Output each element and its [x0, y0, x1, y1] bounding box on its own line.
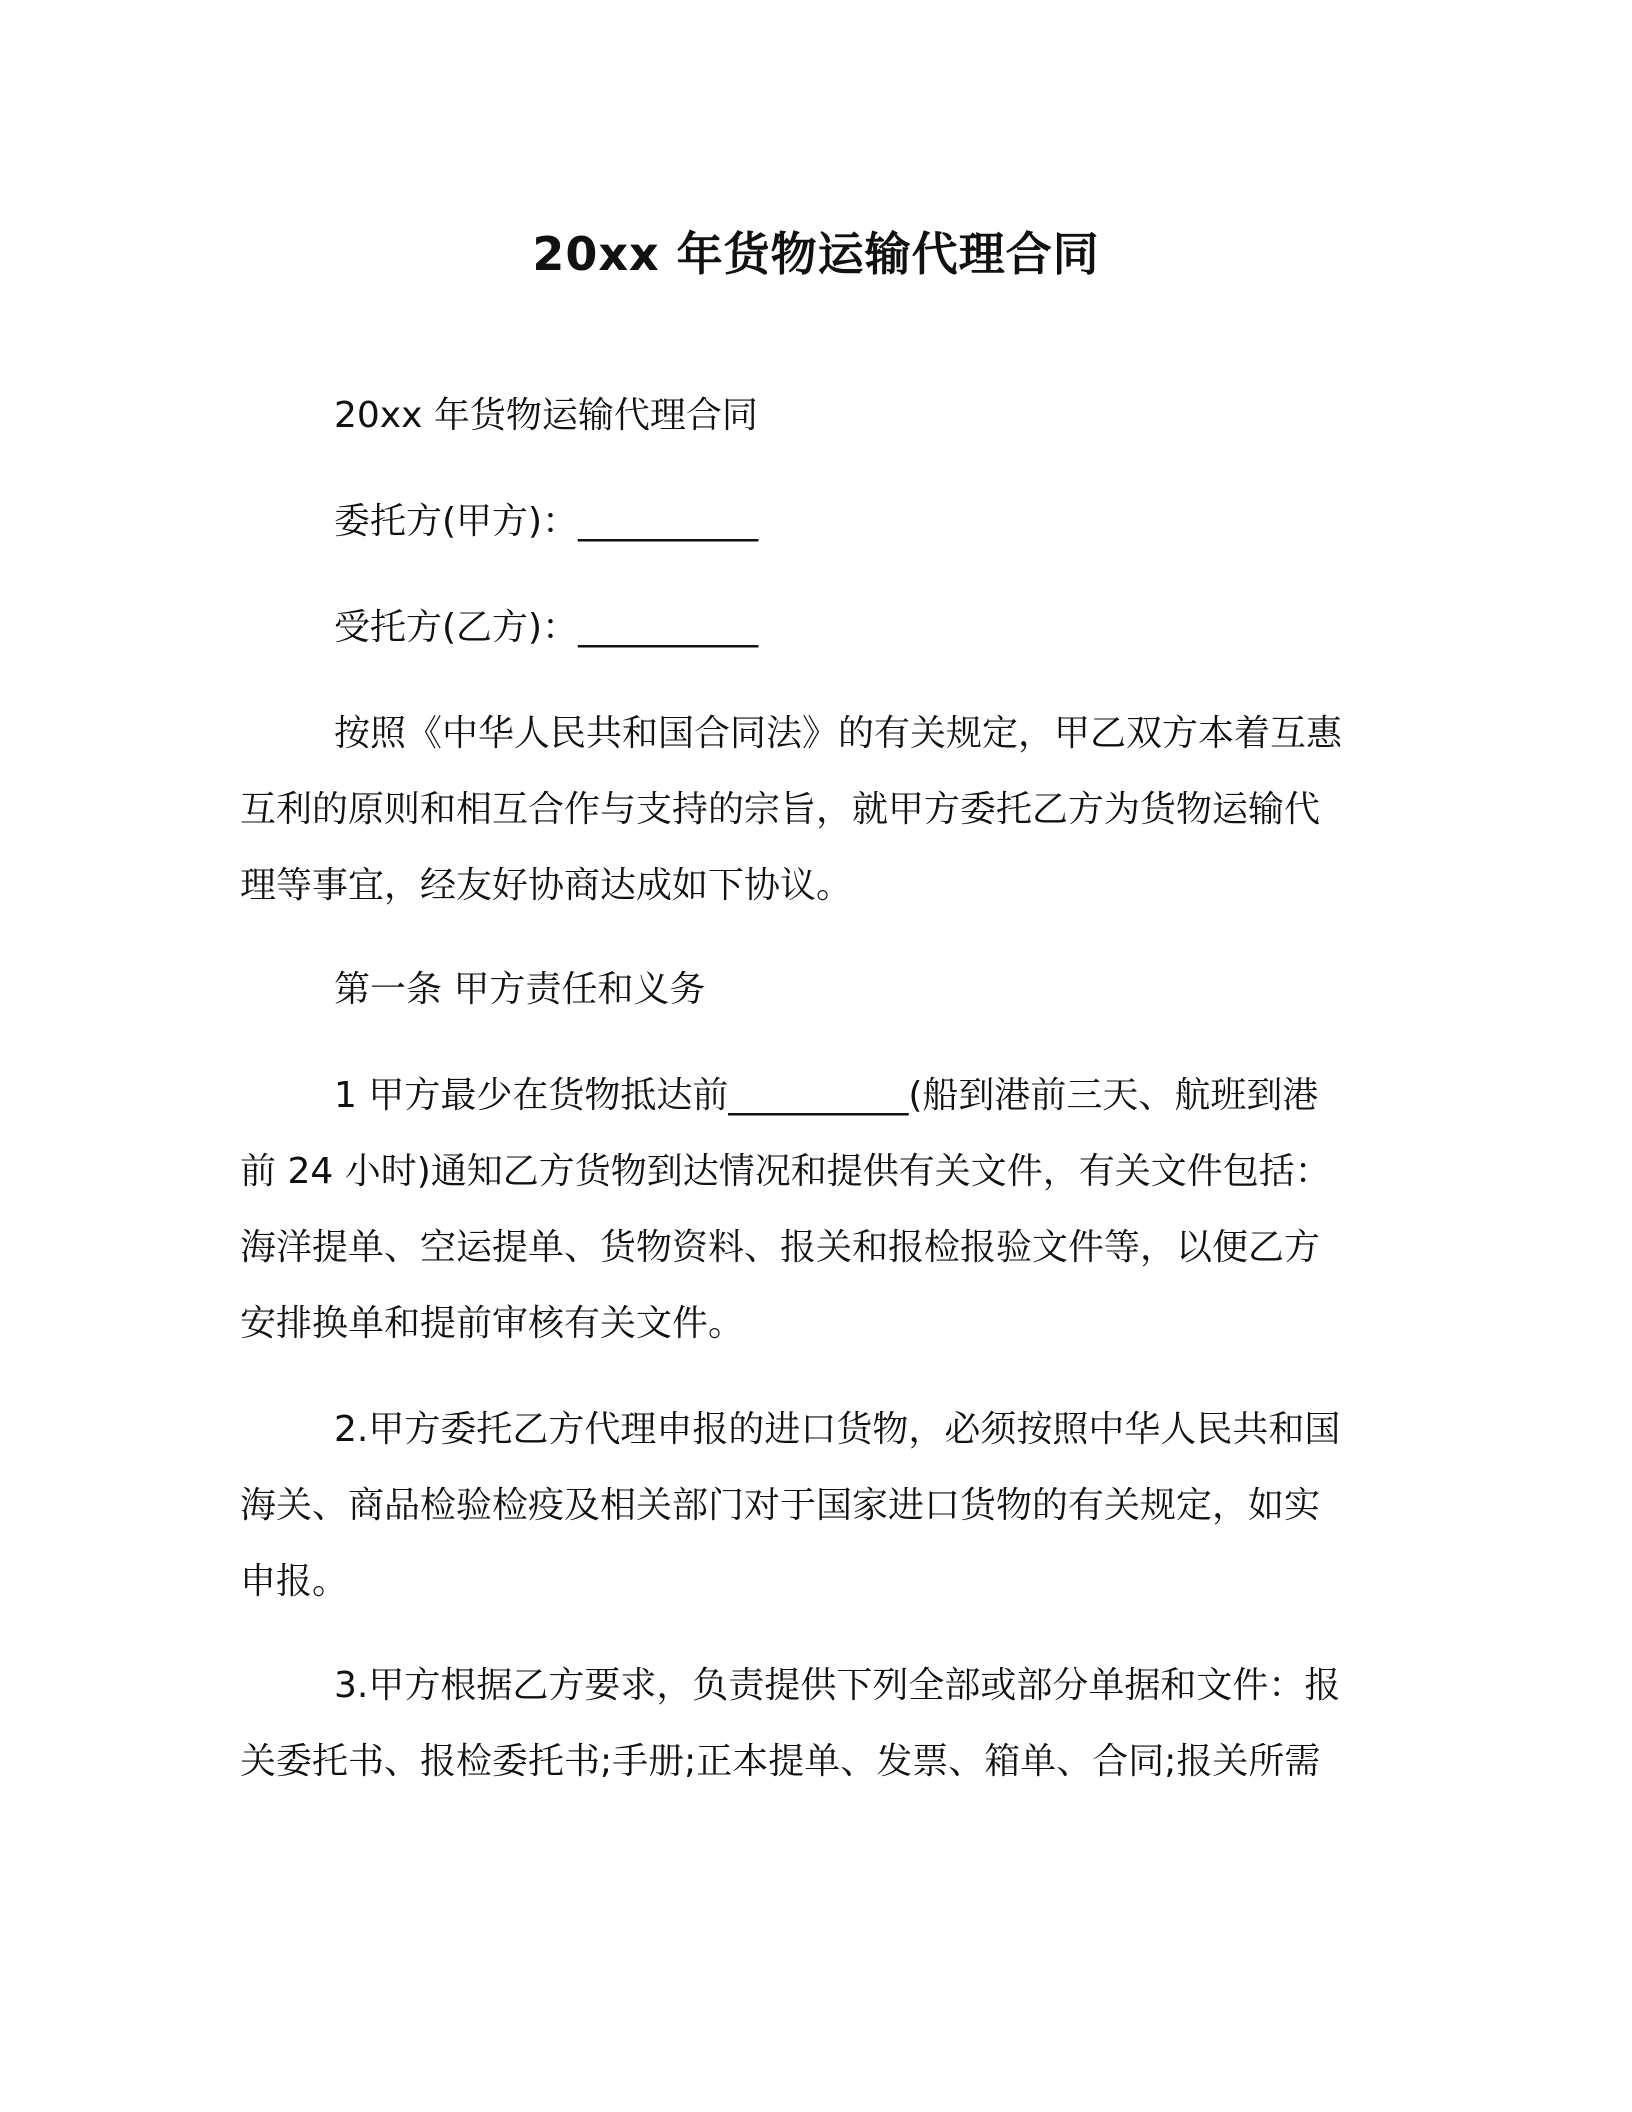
subtitle-line: 20xx 年货物运输代理合同 — [334, 395, 758, 436]
party-b-line: 受托方(乙方)：__________ — [334, 607, 759, 648]
preamble-line-3: 理等事宜，经友好协商达成如下协议。 — [240, 865, 853, 906]
clause-1-line-1: 1 甲方最少在货物抵达前__________(船到港前三天、航班到港 — [334, 1075, 1319, 1116]
clause-2-line-1: 2.甲方委托乙方代理申报的进口货物，必须按照中华人民共和国 — [334, 1409, 1341, 1450]
clause-2-line-3: 申报。 — [240, 1561, 349, 1602]
clause-1-line-2: 前 24 小时)通知乙方货物到达情况和提供有关文件，有关文件包括： — [240, 1151, 1331, 1192]
clause-1-line-4: 安排换单和提前审核有关文件。 — [240, 1303, 745, 1344]
clause-3-line-2: 关委托书、报检委托书;手册;正本提单、发票、箱单、合同;报关所需 — [240, 1741, 1321, 1782]
party-a-line: 委托方(甲方)：__________ — [334, 501, 759, 542]
clause-3-line-1: 3.甲方根据乙方要求，负责提供下列全部或部分单据和文件：报 — [334, 1665, 1341, 1706]
document-title: 20xx 年货物运输代理合同 — [532, 227, 1100, 281]
clause-1-line-3: 海洋提单、空运提单、货物资料、报关和报检报验文件等，以便乙方 — [240, 1227, 1321, 1268]
preamble-line-2: 互利的原则和相互合作与支持的宗旨，就甲方委托乙方为货物运输代 — [240, 789, 1321, 830]
preamble-line-1: 按照《中华人民共和国合同法》的有关规定，甲乙双方本着互惠 — [334, 713, 1343, 754]
clause-2-line-2: 海关、商品检验检疫及相关部门对于国家进口货物的有关规定，如实 — [240, 1485, 1321, 1526]
article-1-heading: 第一条 甲方责任和义务 — [334, 969, 706, 1010]
